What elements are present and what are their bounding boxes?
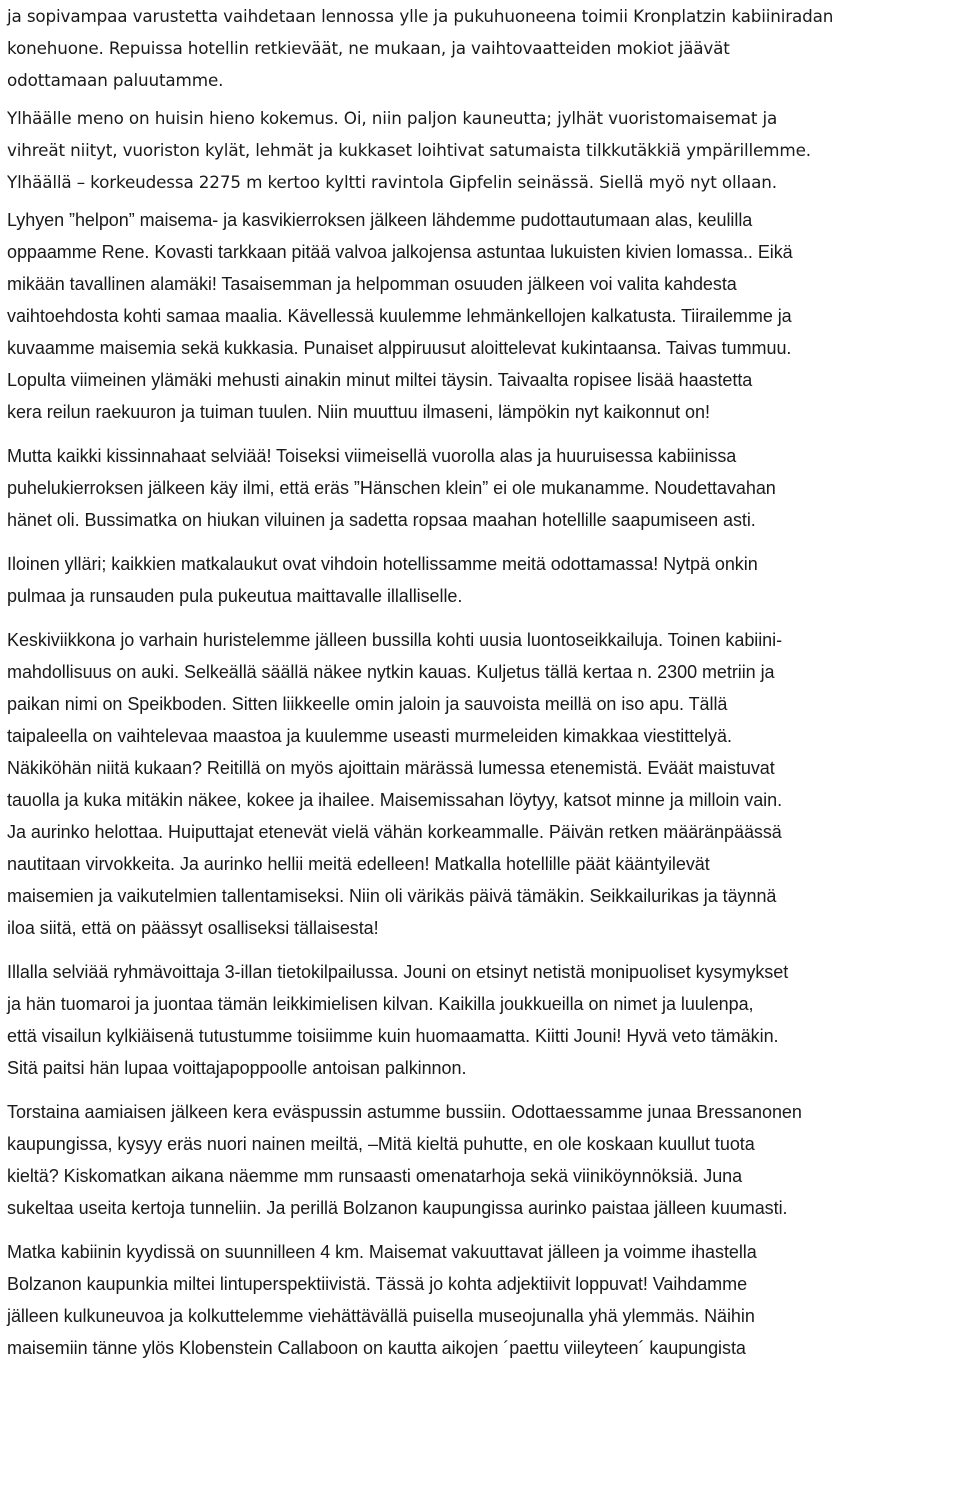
text-line: mikään tavallinen alamäki! Tasaisemman ja helpomman osuuden jälkeen voi valita kahdesta (7, 274, 737, 294)
text-line: taipaleella on vaihtelevaa maastoa ja kuulemme useasti murmeleiden kimakkaa viestittelyä. (7, 726, 732, 746)
text-line: odottamaan paluutamme. (7, 70, 224, 90)
paragraph-7 (7, 956, 957, 1084)
text-line: hänet oli. Bussimatka on hiukan viluinen ja sadetta ropsaa maahan hotellille saapumiseen asti. (7, 510, 756, 530)
paragraph-2 (7, 102, 957, 198)
text-line: Bolzanon kaupunkia miltei lintuperspektiivistä. Tässä jo kohta adjektiivit loppuvat! Vaihdamme (7, 1274, 748, 1294)
text-line: Lyhyen ”helpon” maisema- ja kasvikierroksen jälkeen lähdemme pudottautumaan alas, keulilla (7, 210, 753, 230)
text-line: ja hän tuomaroi ja juontaa tämän leikkimielisen kilvan. Kaikilla joukkueilla on nimet ja luulenpa, (7, 994, 754, 1014)
text-line: konehuone. Repuissa hotellin retkieväät, ne mukaan, ja vaihtovaatteiden mokiot jäävät (7, 38, 730, 58)
text-line: vaihtoehdosta kohti samaa maalia. Kävellessä kuulemme lehmänkellojen kalkatusta. Tiirailemme ja (7, 306, 792, 326)
text-line: Matka kabiinin kyydissä on suunnilleen 4 km. Maisemat vakuuttavat jälleen ja voimme ihastella (7, 1242, 757, 1262)
paragraph-1 (7, 0, 957, 96)
text-line: että visailun kylkiäisenä tutustumme toisiimme kuin huomaamatta. Kiitti Jouni! Hyvä veto tämäkin. (7, 1026, 779, 1046)
text-line: Illalla selviää ryhmävoittaja 3-illan tietokilpailussa. Jouni on etsinyt netistä monipuoliset kysymykset (7, 962, 789, 982)
document-page (7, 0, 957, 1364)
text-line: Keskiviikkona jo varhain huristelemme jälleen bussilla kohti uusia luontoseikkailuja. Toinen kabiini- (7, 630, 783, 650)
paragraph-3 (7, 204, 957, 428)
text-line: Näkiköhän niitä kukaan? Reitillä on myös ajoittain märässä lumessa etenemistä. Eväät maistuvat (7, 758, 775, 778)
text-line: jälleen kulkuneuvoa ja kolkuttelemme viehättävällä puisella museojunalla yhä ylemmäs. Näihin (7, 1306, 755, 1326)
text-line: maisemien ja vaikutelmien tallentamiseksi. Niin oli värikäs päivä tämäkin. Seikkailurikas ja täynnä (7, 886, 777, 906)
paragraph-9 (7, 1236, 957, 1364)
text-line: kaupungissa, kysyy eräs nuori nainen meiltä, –Mitä kieltä puhutte, en ole koskaan kuullut tuota (7, 1134, 755, 1154)
text-line: Torstaina aamiaisen jälkeen kera eväspussin astumme bussiin. Odottaessamme junaa Bressanonen (7, 1102, 802, 1122)
text-line: Ja aurinko helottaa. Huiputtajat etenevät vielä vähän korkeammalle. Päivän retken määränpäässä (7, 822, 782, 842)
text-line: Ylhäälle meno on huisin hieno kokemus. Oi, niin paljon kauneutta; jylhät vuoristomaisemat ja (7, 108, 778, 128)
paragraph-8 (7, 1096, 957, 1224)
text-line: kera reilun raekuuron ja tuiman tuulen. Niin muuttuu ilmaseni, lämpökin nyt kaikonnut on! (7, 402, 710, 422)
paragraph-6 (7, 624, 957, 944)
text-line: kuvaamme maisemia sekä kukkasia. Punaiset alppiruusut aloittelevat kukintaansa. Taivas tummuu. (7, 338, 792, 358)
text-line: iloa siitä, että on päässyt osalliseksi tällaisesta! (7, 918, 379, 938)
text-line: Ylhäällä – korkeudessa 2275 m kertoo kyltti ravintola Gipfelin seinässä. Siellä myö nyt ollaan. (7, 172, 777, 192)
text-line: Lopulta viimeinen ylämäki mehusti ainakin minut miltei täysin. Taivaalta ropisee lisää haastetta (7, 370, 753, 390)
text-line: ja sopivampaa varustetta vaihdetaan lennossa ylle ja pukuhuoneena toimii Kronplatzin kabiiniradan (7, 6, 834, 26)
paragraph-5 (7, 548, 957, 612)
text-line: kieltä? Kiskomatkan aikana näemme mm runsaasti omenatarhoja sekä viiniköynnöksiä. Juna (7, 1166, 743, 1186)
text-line: mahdollisuus on auki. Selkeällä säällä näkee nytkin kauas. Kuljetus tällä kertaa n. 2300 metriin ja (7, 662, 775, 682)
paragraph-4 (7, 440, 957, 536)
text-line: nautitaan virvokkeita. Ja aurinko hellii meitä edelleen! Matkalla hotellille päät kääntyilevät (7, 854, 710, 874)
text-line: pulmaa ja runsauden pula pukeutua maittavalle illalliselle. (7, 586, 463, 606)
text-line: paikan nimi on Speikboden. Sitten liikkeelle omin jaloin ja sauvoista meillä on iso apu. Tällä (7, 694, 728, 714)
text-line: vihreät niityt, vuoriston kylät, lehmät ja kukkaset loihtivat satumaista tilkkutäkkiä ympärillemme. (7, 140, 811, 160)
text-line: oppaamme Rene. Kovasti tarkkaan pitää valvoa jalkojensa astuntaa lukuisten kivien lomassa.. Eikä (7, 242, 793, 262)
text-line: Sitä paitsi hän lupaa voittajapoppoolle antoisan palkinnon. (7, 1058, 467, 1078)
text-line: Iloinen ylläri; kaikkien matkalaukut ovat vihdoin hotellissamme meitä odottamassa! Nytpä onkin (7, 554, 758, 574)
text-line: sukeltaa useita kertoja tunneliin. Ja perillä Bolzanon kaupungissa aurinko paistaa jälleen kuumasti. (7, 1198, 788, 1218)
text-line: puhelukierroksen jälkeen käy ilmi, että eräs ”Hänschen klein” ei ole mukanamme. Noudettavahan (7, 478, 776, 498)
text-line: Mutta kaikki kissinnahaat selviää! Toiseksi viimeisellä vuorolla alas ja huuruisessa kabiinissa (7, 446, 737, 466)
text-line: tauolla ja kuka mitäkin näkee, kokee ja ihailee. Maisemissahan löytyy, katsot minne ja milloin vain. (7, 790, 783, 810)
text-line: maisemiin tänne ylös Klobenstein Callaboon on kautta aikojen ´paettu viileyteen´ kaupungista (7, 1338, 746, 1358)
